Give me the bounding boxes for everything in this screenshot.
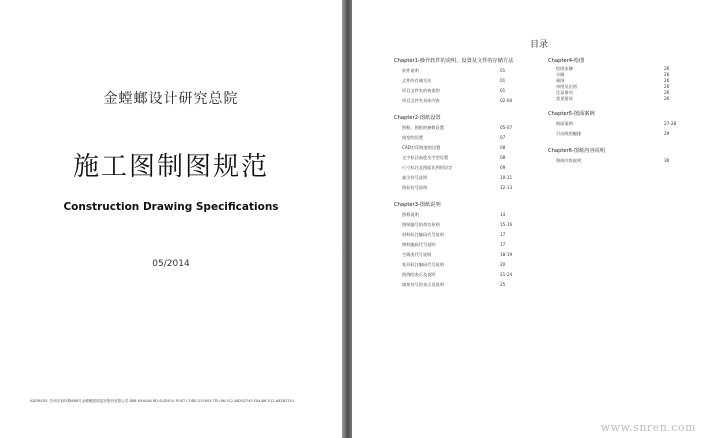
toc-entry-page: 21-24	[500, 272, 513, 277]
toc-title: 目录	[530, 40, 549, 50]
toc-chapter-heading[interactable]: Chapter4-绘图	[548, 58, 585, 64]
toc-entry[interactable]	[394, 250, 524, 260]
toc-entry-label: 线型的设置	[402, 135, 423, 140]
toc-entry[interactable]	[394, 123, 524, 133]
toc-entry-label: 文件的存储方法	[402, 78, 432, 83]
toc-entry[interactable]	[394, 220, 524, 230]
toc-entry-label: 画图	[556, 78, 565, 83]
toc-entry-page: 26	[664, 72, 670, 77]
toc-entry-label: 索引符号说明	[402, 175, 428, 180]
toc-entry[interactable]	[548, 129, 688, 139]
toc-entry-page: 10-11	[500, 175, 513, 180]
toc-chapter-heading[interactable]: Chapter1-操作软件的说明、设置及文件的存储方法	[394, 58, 514, 64]
toc-entry-label: 材料标注编码代号说明	[402, 232, 444, 237]
toc-entry[interactable]	[394, 76, 524, 86]
toc-entry-page: 01	[500, 68, 506, 73]
toc-entry-label: 常见错误	[556, 96, 573, 101]
toc-entry-page: 30	[664, 158, 670, 163]
toc-page	[352, 0, 702, 438]
toc-column-2	[548, 55, 688, 166]
toc-entry-page: 05-07	[500, 125, 513, 130]
toc-entry-page: 07	[500, 135, 506, 140]
toc-entry-label: 图例的表示及说明	[402, 272, 436, 277]
toc-entry-label: 图框说明	[402, 212, 419, 217]
toc-entry-page: 08	[500, 145, 506, 150]
toc-entry-label: 图纸内容说明	[556, 158, 582, 163]
toc-entry[interactable]	[548, 156, 688, 166]
toc-column-1	[394, 55, 524, 290]
toc-chapter-heading[interactable]: Chapter3-图纸说明	[394, 202, 441, 208]
toc-entry[interactable]	[394, 66, 524, 76]
toc-entry-page: 26	[664, 90, 670, 95]
toc-entry-page: 01	[500, 88, 506, 93]
toc-entry[interactable]	[548, 119, 688, 129]
toc-entry[interactable]	[394, 143, 524, 153]
toc-entry-page: 01	[500, 78, 506, 83]
toc-entry-label: 审图及出图	[556, 84, 577, 89]
toc-entry-page: 27-28	[664, 121, 677, 126]
toc-entry-label: 文字标注高度及字型设置	[402, 155, 449, 160]
toc-entry[interactable]	[394, 153, 524, 163]
toc-entry-page: 15-16	[500, 222, 513, 227]
toc-entry-label: CAD打印线宽的设置	[402, 145, 441, 150]
toc-entry-page: 17	[500, 242, 506, 247]
toc-entry-label: 项目文件夹具体内容	[402, 98, 440, 103]
toc-entry-page: 26	[664, 84, 670, 89]
toc-entry-label: 尺寸标注及图面比例的设定	[402, 165, 453, 170]
toc-entry-page: 17	[500, 232, 506, 237]
toc-entry-label: 图面案例	[556, 121, 573, 126]
toc-entry-label: 分解	[556, 72, 565, 77]
toc-entry-label: 注意事项	[556, 90, 573, 95]
toc-entry[interactable]	[394, 183, 524, 193]
toc-entry[interactable]	[394, 86, 524, 96]
toc-entry-label: 引出线的编排	[556, 131, 582, 136]
toc-chapter-heading[interactable]: Chapter6-图纸内容说明	[548, 148, 606, 154]
toc-entry[interactable]	[394, 260, 524, 270]
toc-entry-page: 12-13	[500, 185, 513, 190]
page-gutter	[342, 0, 352, 438]
toc-entry[interactable]	[394, 133, 524, 143]
toc-entry-page: 14	[500, 212, 506, 217]
toc-chapter-heading[interactable]: Chapter5-图面案例	[548, 111, 595, 117]
toc-entry-label: 填充符号的表示及说明	[402, 282, 444, 287]
toc-entry-page: 29	[664, 131, 670, 136]
toc-entry[interactable]	[394, 240, 524, 250]
toc-entry[interactable]	[394, 270, 524, 280]
toc-entry[interactable]	[394, 163, 524, 173]
cover-date: 05/2014	[152, 259, 190, 269]
toc-entry[interactable]	[394, 96, 524, 106]
toc-entry-page: 26	[664, 96, 670, 101]
organization-name: 金螳螂设计研究总院	[103, 91, 239, 107]
toc-entry-page: 20	[500, 262, 506, 267]
toc-entry-page: 09	[500, 165, 506, 170]
toc-entry-page: 18-19	[500, 252, 513, 257]
toc-entry-label: 图框，图衔的参数设置	[402, 125, 444, 130]
toc-entry-label: 空调类代号说明	[402, 252, 432, 257]
cover-title-cn: 施工图制图规范	[72, 152, 269, 182]
toc-entry-page: 25	[500, 282, 506, 287]
cover-title-en: Construction Drawing Specifications	[63, 201, 279, 213]
toc-entry-page: 26	[664, 78, 670, 83]
cover-page	[0, 0, 342, 438]
watermark: www.snren.com	[600, 421, 696, 434]
toc-entry-label: 物料编码代号说明	[402, 242, 436, 247]
toc-entry-page: 26	[664, 66, 670, 71]
toc-entry-label: 图纸编号的命名原则	[402, 222, 440, 227]
toc-entry[interactable]	[394, 210, 524, 220]
toc-entry[interactable]	[394, 230, 524, 240]
cover-address: ADDRESS: 苏州市西环路888号金螳螂建筑装饰股份有限公司 888 XIHUAN RD.SUZHOU POST CODE:215004 TEL:86-512-68282740 FAX:86-512-68282741	[30, 399, 295, 403]
toc-entry-label: 图标符号说明	[402, 185, 428, 190]
toc-entry-page: 02-04	[500, 98, 513, 103]
toc-entry-page: 08	[500, 155, 506, 160]
toc-entry-label: 软件说明	[402, 68, 419, 73]
toc-entry-label: 家具标注编码代号说明	[402, 262, 444, 267]
toc-chapter-heading[interactable]: Chapter2-图纸设置	[394, 115, 441, 121]
toc-entry[interactable]	[394, 173, 524, 183]
toc-entry[interactable]	[394, 280, 524, 290]
toc-entry-label: 绘图步骤	[556, 66, 573, 71]
toc-entry-label: 项目文件夹的构架图	[402, 88, 440, 93]
